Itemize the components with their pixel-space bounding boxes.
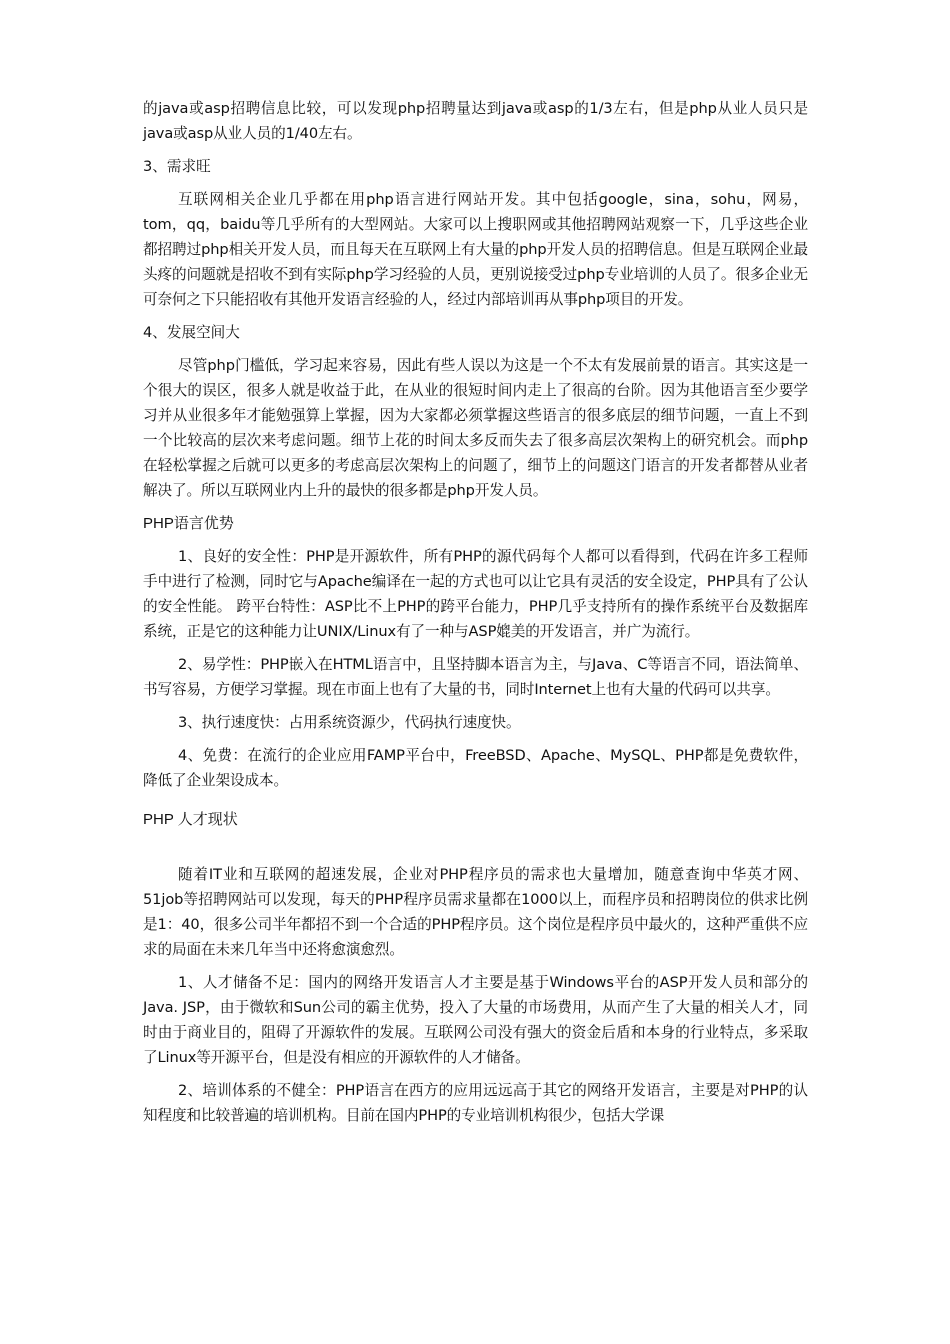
paragraph-growth: 尽管php门槛低，学习起来容易，因此有些人误以为这是一个不太有发展前景的语言。其实这是一个很大的误区，很多人就是收益于此，在从业的很短时间内走上了很高的台阶。因为其他语言至少要学习并从业很多年才能勉强算上掌握，因为大家都必须掌握这些语言的很多底层的细节问题，一直上不到一个比较高的层次来考虑问题。细节上花的时间太多反而失去了很多高层次架构上的研究机会。而php在轻松掌握之后就可以更多的考虑高层次架构上的问题了，细节上的问题这门语言的开发者都替从业者解决了。所以互联网业内上升的最快的很多都是php开发人员。 (143, 357, 808, 499)
paragraph-easy-to-learn: 2、易学性：PHP嵌入在HTML语言中，且坚持脚本语言为主，与Java、C等语言不同，语法简单、书写容易，方便学习掌握。现在市面上也有了大量的书，同时Internet上也有大量的代码可以共享。 (143, 656, 808, 698)
paragraph-training: 2、培训体系的不健全：PHP语言在西方的应用远远高于其它的网络开发语言，主要是对PHP的认知程度和比较普遍的培训机构。目前在国内PHP的专业培训机构很少，包括大学课 (143, 1082, 808, 1124)
section-heading-talent-status: PHP 人才现状 (143, 811, 238, 828)
paragraph-talent-demand: 随着IT业和互联网的超速发展，企业对PHP程序员的需求也大量增加，随意查询中华英才网、51job等招聘网站可以发现，每天的PHP程序员需求量都在1000以上，而程序员和招聘岗位的供求比例是1：40，很多公司半年都招不到一个合适的PHP程序员。这个岗位是程序员中最火的，这种严重供不应求的局面在未来几年当中还将愈演愈烈。 (143, 866, 808, 958)
section-heading-php-advantages: PHP语言优势 (143, 515, 234, 532)
document-body (143, 96, 808, 1136)
spacer (143, 840, 808, 862)
paragraph-speed: 3、执行速度快：占用系统资源少，代码执行速度快。 (178, 714, 521, 731)
section-heading-growth: 4、发展空间大 (143, 324, 240, 341)
section-heading-demand: 3、需求旺 (143, 158, 211, 175)
paragraph-continuation: 的java或asp招聘信息比较，可以发现php招聘量达到java或asp的1/3左右，但是php从业人员只是java或asp从业人员的1/40左右。 (143, 100, 808, 142)
paragraph-demand: 互联网相关企业几乎都在用php语言进行网站开发。其中包括google，sina，sohu，网易，tom，qq，baidu等几乎所有的大型网站。大家可以上搜职网或其他招聘网站观察一下，几乎这些企业都招聘过php相关开发人员，而且每天在互联网上有大量的php开发人员的招聘信息。但是互联网企业最头疼的问题就是招收不到有实际php学习经验的人员，更别说接受过php专业培训的人员了。很多企业无可奈何之下只能招收有其他开发语言经验的人，经过内部培训再从事php项目的开发。 (143, 191, 808, 308)
paragraph-free: 4、免费：在流行的企业应用FAMP平台中，FreeBSD、Apache、MySQL、PHP都是免费软件，降低了企业架设成本。 (143, 747, 808, 789)
paragraph-talent-shortage: 1、人才储备不足：国内的网络开发语言人才主要是基于Windows平台的ASP开发人员和部分的Java. JSP，由于微软和Sun公司的霸主优势，投入了大量的市场费用，从而产生了大量的相关人才，同时由于商业目的，阻碍了开源软件的发展。互联网公司没有强大的资金后盾和本身的行业特点，多采取了Linux等开源平台，但是没有相应的开源软件的人才储备。 (143, 974, 808, 1066)
paragraph-security: 1、良好的安全性：PHP是开源软件，所有PHP的源代码每个人都可以看得到，代码在许多工程师手中进行了检测，同时它与Apache编译在一起的方式也可以让它具有灵活的安全设定，PHP具有了公认的安全性能。 跨平台特性：ASP比不上PHP的跨平台能力，PHP几乎支持所有的操作系统平台及数据库系统，正是它的这种能力让UNIX/Linux有了一种与ASP媲美的开发语言，并广为流行。 (143, 548, 808, 640)
